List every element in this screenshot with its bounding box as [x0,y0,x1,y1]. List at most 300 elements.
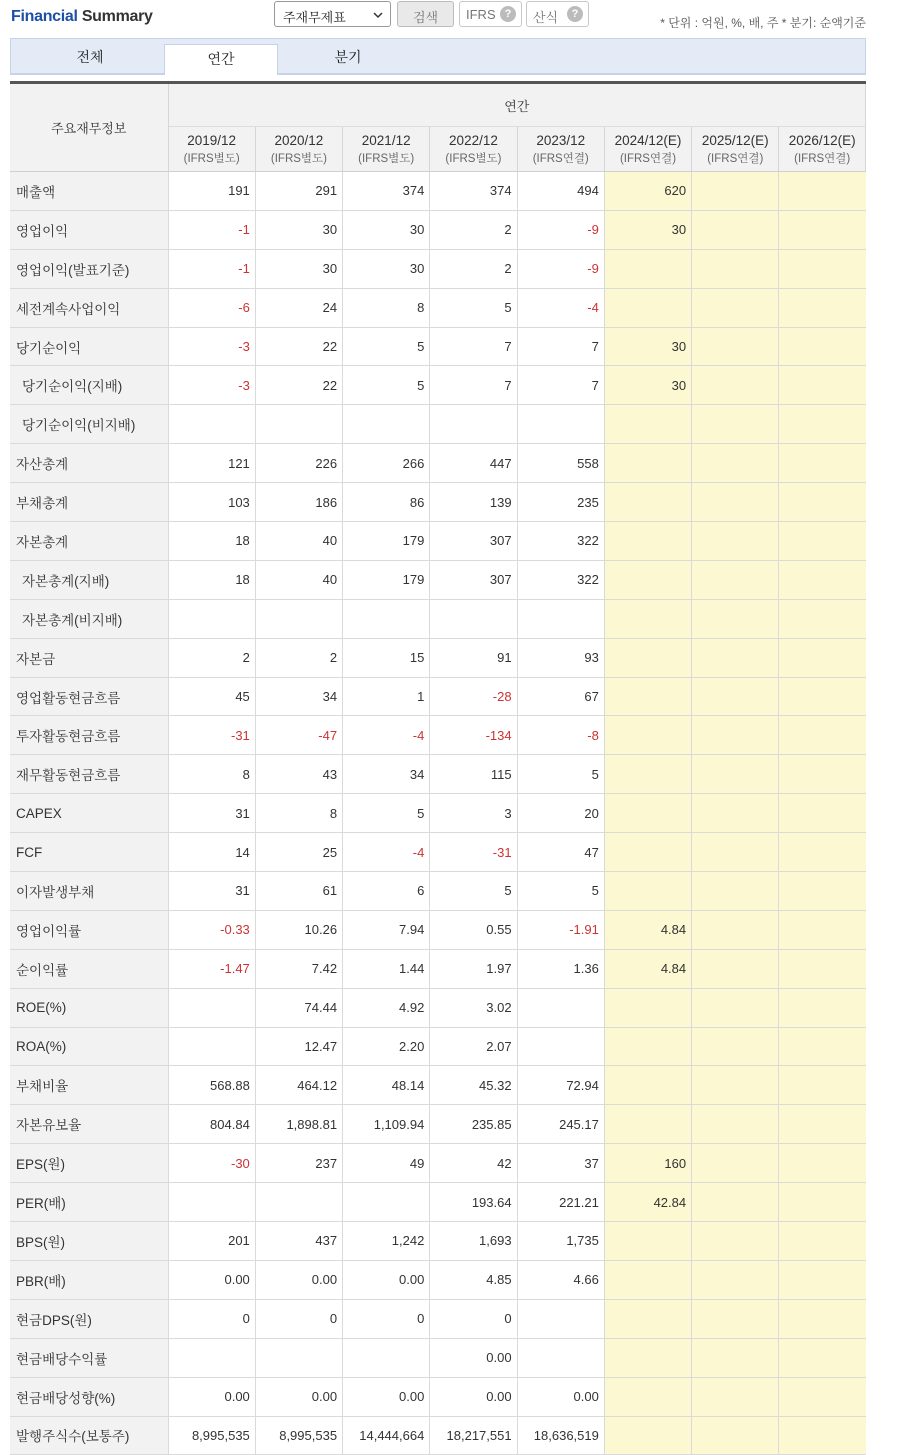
table-cell: 8,995,535 [255,1416,342,1455]
financial-summary-table [10,81,866,1455]
table-cell: 24 [255,288,342,327]
table-cell: -1 [168,210,255,249]
table-cell [692,522,779,561]
table-cell [604,1416,691,1455]
table-cell [255,1338,342,1377]
table-cell: 49 [343,1144,430,1183]
table-cell: 7 [517,327,604,366]
row-label: 당기순이익(비지배) [10,405,168,444]
table-cell: 34 [255,677,342,716]
table-cell: 18 [168,522,255,561]
statement-type-select[interactable] [274,1,391,27]
table-cell [779,288,866,327]
table-cell [779,1299,866,1338]
table-cell: 5 [517,872,604,911]
table-cell [692,327,779,366]
table-row [10,794,866,833]
table-cell: 0.00 [255,1260,342,1299]
table-cell: 12.47 [255,1027,342,1066]
table-cell [692,1105,779,1144]
table-row [10,444,866,483]
table-cell [779,483,866,522]
table-row [10,1222,866,1261]
table-cell: -1 [168,249,255,288]
table-cell [343,1338,430,1377]
table-cell [692,405,779,444]
row-label: 현금DPS(원) [10,1299,168,1338]
table-row [10,599,866,638]
table-cell: 67 [517,677,604,716]
table-cell: 464.12 [255,1066,342,1105]
table-cell [604,483,691,522]
table-row [10,366,866,405]
table-cell: -30 [168,1144,255,1183]
accounting-basis-label: (IFRS연결) [532,153,589,165]
row-label: 재무활동현금흐름 [10,755,168,794]
year-column-header [255,127,342,172]
year-label: 2023/12 [536,133,586,148]
table-cell [779,794,866,833]
accounting-basis-label: (IFRS별도) [270,153,327,165]
table-cell: 307 [430,560,517,599]
table-cell [779,1183,866,1222]
table-cell [692,1027,779,1066]
table-cell: -47 [255,716,342,755]
table-cell [779,366,866,405]
table-cell [604,444,691,483]
table-cell [604,794,691,833]
table-cell [343,599,430,638]
table-cell: 237 [255,1144,342,1183]
table-cell: 1.97 [430,949,517,988]
table-cell [692,210,779,249]
table-cell: 804.84 [168,1105,255,1144]
table-cell [255,599,342,638]
table-cell: 4.92 [343,988,430,1027]
table-cell [779,560,866,599]
table-cell [517,599,604,638]
table-cell: 1 [343,677,430,716]
period-tabs [10,38,866,75]
ifrs-button[interactable] [459,1,522,27]
table-cell: 1,898.81 [255,1105,342,1144]
table-cell: 18 [168,560,255,599]
table-row [10,1416,866,1455]
table-cell [692,949,779,988]
table-cell: 374 [430,172,517,211]
table-cell: 374 [343,172,430,211]
row-label: 자본유보율 [10,1105,168,1144]
row-label: PBR(배) [10,1260,168,1299]
table-cell [517,1299,604,1338]
table-cell: 91 [430,638,517,677]
table-row [10,1377,866,1416]
table-cell [692,366,779,405]
table-cell [779,1144,866,1183]
table-cell: 8 [343,288,430,327]
table-cell: 8 [168,755,255,794]
table-cell: 7 [430,327,517,366]
table-row [10,210,866,249]
table-cell [692,560,779,599]
row-label: 자본총계(비지배) [10,599,168,638]
table-cell [779,1027,866,1066]
table-cell [168,1183,255,1222]
table-row [10,988,866,1027]
table-cell: 0.00 [517,1377,604,1416]
row-label: 매출액 [10,172,168,211]
table-cell [692,833,779,872]
row-label: ROA(%) [10,1027,168,1066]
table-cell: 4.85 [430,1260,517,1299]
table-cell: 191 [168,172,255,211]
row-label: EPS(원) [10,1144,168,1183]
table-cell [692,1377,779,1416]
year-column-header [430,127,517,172]
table-cell [692,677,779,716]
table-row [10,1183,866,1222]
table-cell [604,1377,691,1416]
table-cell [779,1066,866,1105]
table-cell [692,288,779,327]
table-cell: 2.20 [343,1027,430,1066]
year-column-header [343,127,430,172]
table-cell: -31 [168,716,255,755]
table-cell: 72.94 [517,1066,604,1105]
table-cell [692,1183,779,1222]
table-cell [692,599,779,638]
table-cell: 245.17 [517,1105,604,1144]
table-cell: 7.42 [255,949,342,988]
year-column-header [692,127,779,172]
accounting-basis-label: (IFRS별도) [183,153,240,165]
search-button[interactable] [397,1,454,27]
tab-annual[interactable]: 연간 [164,44,278,75]
formula-button[interactable] [526,1,589,27]
table-cell: 2 [255,638,342,677]
table-cell [779,1338,866,1377]
table-cell: 0 [255,1299,342,1338]
table-cell [779,833,866,872]
table-cell: 193.64 [430,1183,517,1222]
table-cell [517,405,604,444]
table-row [10,716,866,755]
table-cell [692,794,779,833]
table-row [10,405,866,444]
table-cell [604,638,691,677]
row-label: 영업이익률 [10,910,168,949]
row-label: 당기순이익 [10,327,168,366]
table-cell [779,1377,866,1416]
table-row [10,483,866,522]
table-row [10,833,866,872]
table-cell: 47 [517,833,604,872]
table-cell: -31 [430,833,517,872]
table-cell [604,599,691,638]
table-cell: 93 [517,638,604,677]
ifrs-button-label: IFRS [466,7,496,22]
table-cell: 22 [255,366,342,405]
table-cell [168,1027,255,1066]
table-cell: 7.94 [343,910,430,949]
table-cell [692,444,779,483]
table-cell [517,1027,604,1066]
table-cell: 31 [168,872,255,911]
row-label: 자본총계(지배) [10,560,168,599]
scrollbar[interactable] [892,0,900,1448]
year-label: 2020/12 [274,133,324,148]
table-cell: 10.26 [255,910,342,949]
table-cell [168,405,255,444]
table-cell: -4 [343,833,430,872]
table-cell: 20 [517,794,604,833]
year-column-header [604,127,691,172]
table-cell: 1,693 [430,1222,517,1261]
table-cell: 74.44 [255,988,342,1027]
row-label: CAPEX [10,794,168,833]
table-cell: 620 [604,172,691,211]
table-cell: 40 [255,522,342,561]
table-cell [779,988,866,1027]
table-cell: 2.07 [430,1027,517,1066]
unit-note: * 단위 : 억원, %, 배, 주 * 분기: 순액기준 [660,16,866,30]
table-cell [692,1338,779,1377]
table-cell: 30 [343,249,430,288]
year-column-header [517,127,604,172]
table-cell [604,988,691,1027]
table-cell: 121 [168,444,255,483]
accounting-basis-label: (IFRS별도) [358,153,415,165]
table-cell: 5 [343,366,430,405]
table-cell [604,716,691,755]
table-row [10,1066,866,1105]
table-cell [604,677,691,716]
table-row [10,949,866,988]
table-cell: 7 [517,366,604,405]
table-cell: 3 [430,794,517,833]
table-cell [604,1299,691,1338]
row-label: 현금배당성향(%) [10,1377,168,1416]
table-cell [692,1222,779,1261]
table-cell: 160 [604,1144,691,1183]
row-label: BPS(원) [10,1222,168,1261]
table-cell [692,872,779,911]
table-cell [343,1183,430,1222]
table-cell [430,599,517,638]
page-title [11,8,153,26]
chevron-down-icon [372,8,384,26]
table-cell: 1.36 [517,949,604,988]
table-cell [779,210,866,249]
table-cell: 0.55 [430,910,517,949]
table-cell: 30 [604,366,691,405]
table-cell: 0 [168,1299,255,1338]
year-label: 2026/12(E) [788,133,856,148]
table-cell [604,1260,691,1299]
table-row [10,755,866,794]
formula-button-label: 산식 [533,10,559,25]
row-label: 부채총계 [10,483,168,522]
table-cell: 37 [517,1144,604,1183]
row-label: 영업이익 [10,210,168,249]
table-cell: 5 [517,755,604,794]
table-cell: -3 [168,327,255,366]
table-cell: 4.84 [604,949,691,988]
table-cell: 5 [430,288,517,327]
table-cell: 5 [430,872,517,911]
table-cell: 30 [255,210,342,249]
table-cell [604,1027,691,1066]
table-cell [779,755,866,794]
table-cell [604,522,691,561]
table-cell: 568.88 [168,1066,255,1105]
tab-quarterly[interactable]: 분기 [334,49,362,65]
table-cell [168,599,255,638]
table-cell: 179 [343,560,430,599]
table-cell: 2 [430,249,517,288]
table-cell: 2 [168,638,255,677]
table-cell: 0 [343,1299,430,1338]
row-label: FCF [10,833,168,872]
table-cell: 14 [168,833,255,872]
table-cell: 0.00 [168,1377,255,1416]
row-label: 발행주식수(보통주) [10,1416,168,1455]
row-label: 부채비율 [10,1066,168,1105]
table-cell: 86 [343,483,430,522]
table-cell: 30 [604,327,691,366]
table-cell: 322 [517,560,604,599]
table-cell [779,638,866,677]
table-cell [779,599,866,638]
help-icon: ? [500,6,516,22]
table-cell [604,872,691,911]
table-cell: 22 [255,327,342,366]
table-cell: 1,735 [517,1222,604,1261]
table-cell [168,988,255,1027]
table-cell: 1,242 [343,1222,430,1261]
table-cell: 7 [430,366,517,405]
table-row [10,872,866,911]
table-cell [604,1222,691,1261]
row-label: 자본금 [10,638,168,677]
table-cell [692,1260,779,1299]
table-cell: 0.00 [343,1377,430,1416]
table-cell: -3 [168,366,255,405]
table-cell: 6 [343,872,430,911]
table-cell: 235 [517,483,604,522]
row-label: 순이익률 [10,949,168,988]
table-cell [779,327,866,366]
table-cell: 0.00 [168,1260,255,1299]
table-cell [692,716,779,755]
title-financial: Financial [11,8,78,25]
statement-type-value: 주재무제표 [283,10,346,25]
table-cell: -0.33 [168,910,255,949]
row-label: PER(배) [10,1183,168,1222]
row-label: 현금배당수익률 [10,1338,168,1377]
table-cell [779,1416,866,1455]
table-cell [604,833,691,872]
table-cell: -6 [168,288,255,327]
table-cell [604,560,691,599]
table-cell: 30 [343,210,430,249]
table-cell [779,405,866,444]
table-cell: 5 [343,794,430,833]
table-cell [779,172,866,211]
row-label: 세전계속사업이익 [10,288,168,327]
table-cell [604,405,691,444]
table-cell: 115 [430,755,517,794]
tab-all[interactable]: 전체 [76,49,104,65]
table-cell: 48.14 [343,1066,430,1105]
table-cell [604,288,691,327]
table-row [10,677,866,716]
table-cell [604,249,691,288]
table-row [10,560,866,599]
table-cell: 2 [430,210,517,249]
table-cell: 3.02 [430,988,517,1027]
year-label: 2024/12(E) [614,133,682,148]
row-label: 자산총계 [10,444,168,483]
table-cell [692,988,779,1027]
table-cell [779,249,866,288]
table-cell: 0.00 [430,1338,517,1377]
table-cell: 494 [517,172,604,211]
table-cell: 221.21 [517,1183,604,1222]
table-row [10,1338,866,1377]
table-cell [692,483,779,522]
table-cell: 30 [255,249,342,288]
table-row [10,1144,866,1183]
table-cell: -1.91 [517,910,604,949]
table-cell: 30 [604,210,691,249]
table-cell: 322 [517,522,604,561]
table-row [10,1105,866,1144]
table-cell: 558 [517,444,604,483]
accounting-basis-label: (IFRS연결) [619,153,677,165]
table-cell: 8 [255,794,342,833]
table-cell: 437 [255,1222,342,1261]
row-label: 투자활동현금흐름 [10,716,168,755]
table-cell: -28 [430,677,517,716]
table-cell: 15 [343,638,430,677]
table-row [10,288,866,327]
summary-header [0,0,900,36]
title-summary: Summary [81,8,153,25]
table-cell: 42 [430,1144,517,1183]
table-cell: 1.44 [343,949,430,988]
table-cell: 45 [168,677,255,716]
table-cell: 1,109.94 [343,1105,430,1144]
table-cell: 45.32 [430,1066,517,1105]
table-cell: 179 [343,522,430,561]
table-cell: 18,636,519 [517,1416,604,1455]
table-cell: 266 [343,444,430,483]
table-cell [255,405,342,444]
table-cell [517,1338,604,1377]
table-cell [779,716,866,755]
table-cell: 0 [430,1299,517,1338]
table-cell: -9 [517,210,604,249]
table-cell [779,677,866,716]
year-label: 2019/12 [187,133,237,148]
table-row [10,1260,866,1299]
row-label: 당기순이익(지배) [10,366,168,405]
annual-group-header: 연간 [168,83,865,127]
table-cell: 43 [255,755,342,794]
table-cell: 31 [168,794,255,833]
table-cell [692,1299,779,1338]
